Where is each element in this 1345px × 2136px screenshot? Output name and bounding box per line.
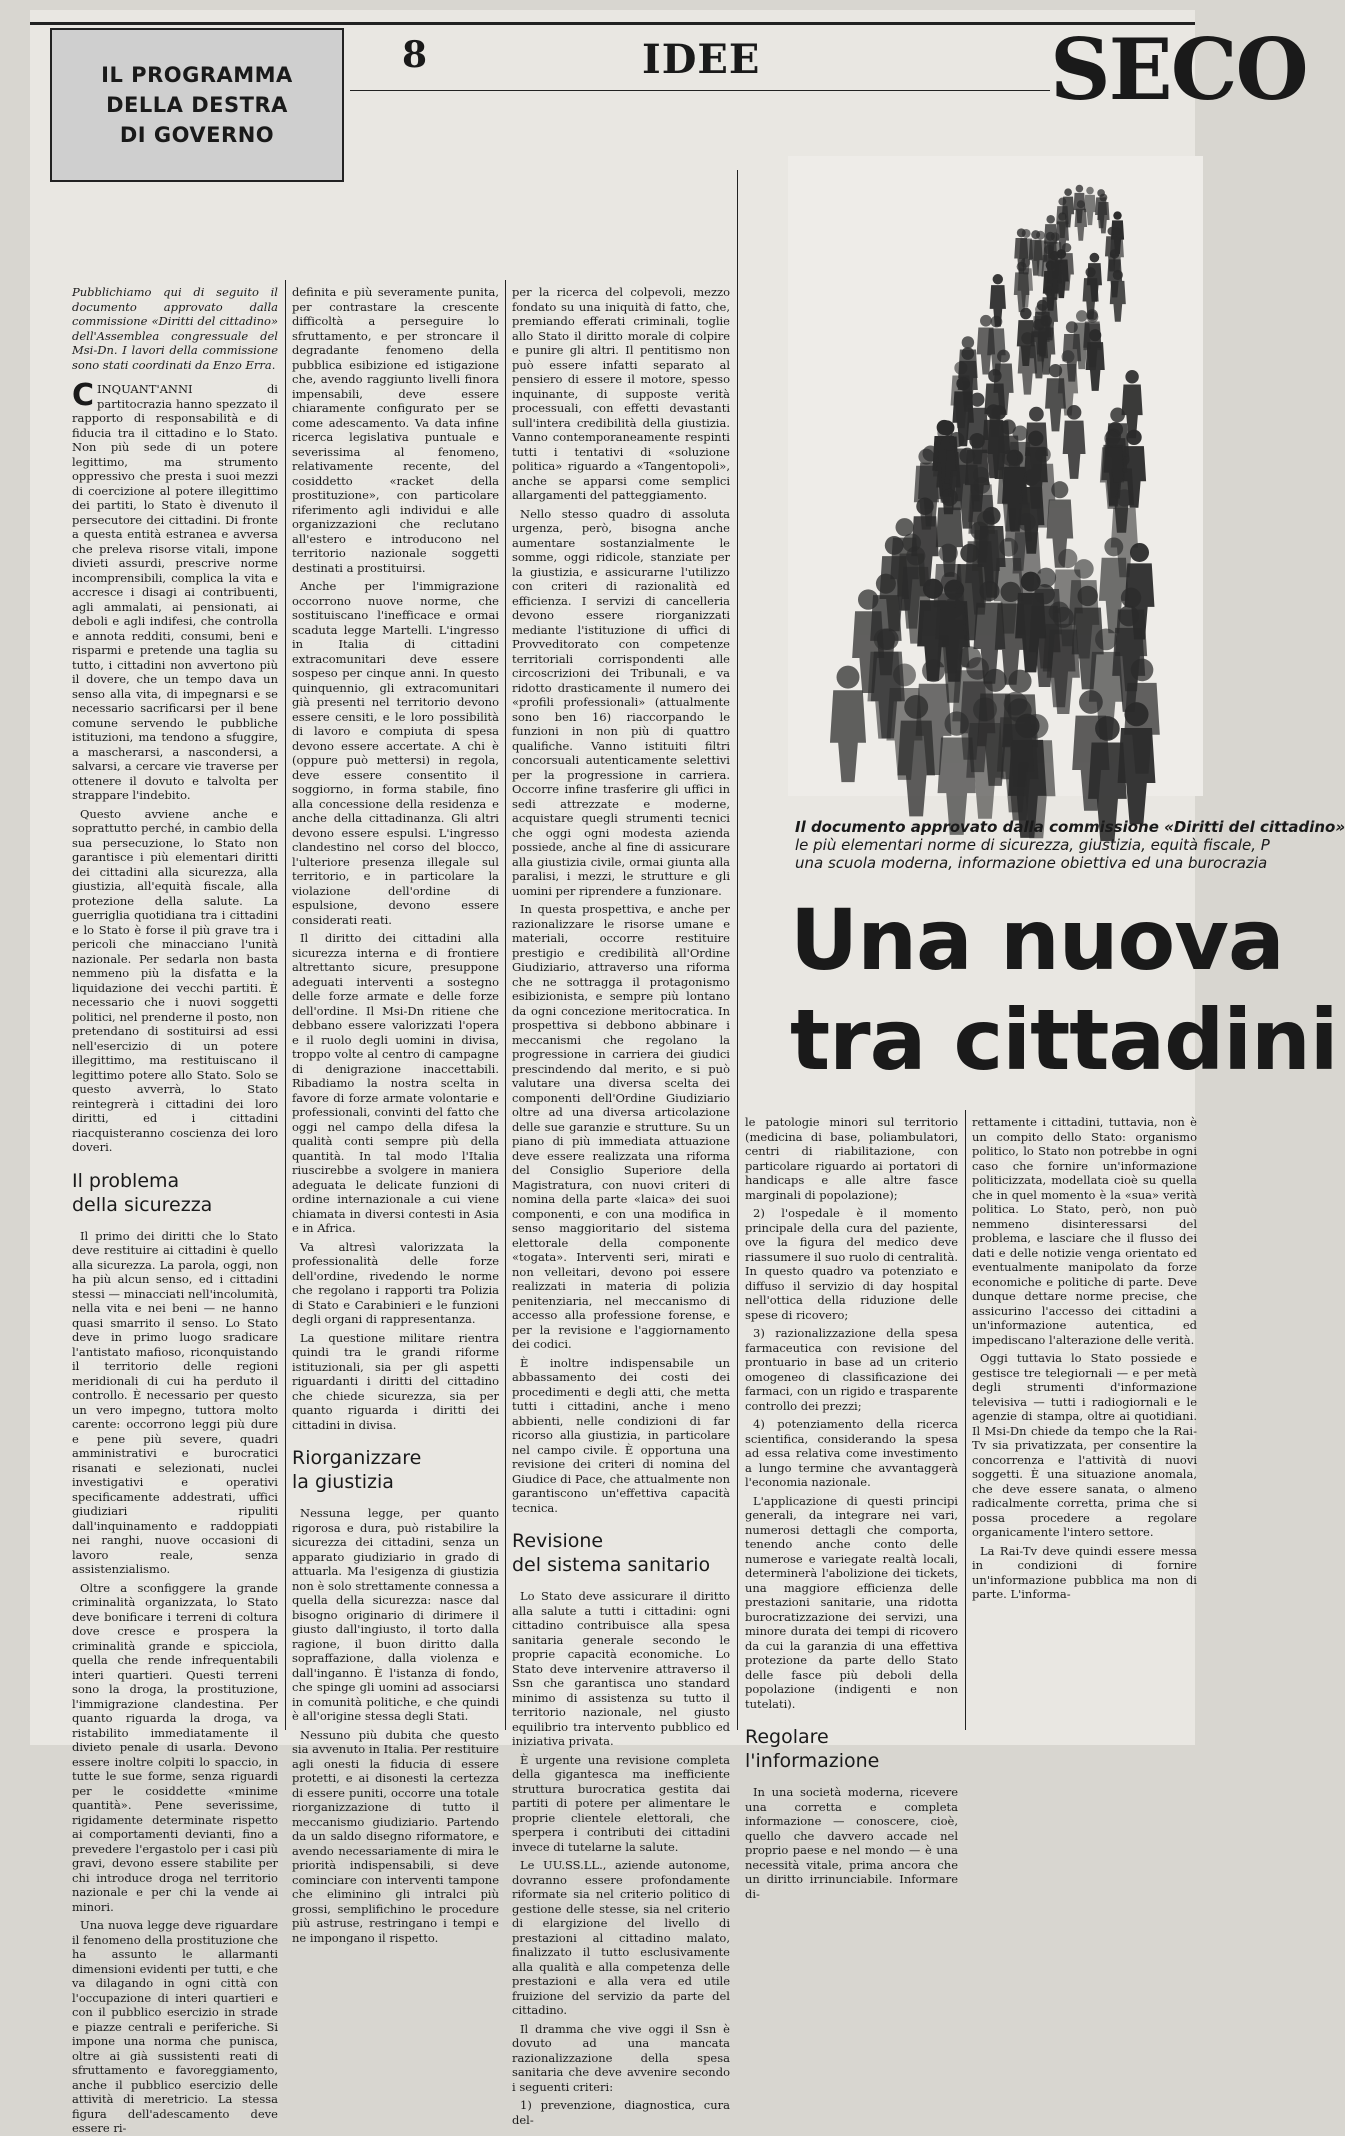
paragraph: La Rai-Tv deve quindi essere messa in condizioni di fornire un'informazione pubblica ma non di parte. L'informa- bbox=[972, 1543, 1197, 1601]
paragraph: La questione militare rientra quindi tra le grandi riforme istituzionali, sia per gli aspetti riguardanti i diritti del cittadino che chiede sicurezza, sia per quanto riguarda i diritti dei cittadini in divisa. bbox=[292, 1330, 499, 1432]
caption-line-3: una scuola moderna, informazione obiettiva ed una burocrazia bbox=[795, 854, 1268, 872]
article-intro: Pubblichiamo qui di seguito il documento approvato dalla commissione «Diritti del cittadino» dell'Assemblea congressuale del Msi-Dn. I lavori della commissione sono stati coordinati da Enzo Erra. bbox=[72, 285, 278, 372]
paragraph: Va altresì valorizzata la professionalità delle forze dell'ordine, rivedendo le norme che regolano i rapporti tra Polizia di Stato e Carabinieri e le funzioni degli organi di rappresentanza. bbox=[292, 1239, 499, 1326]
paragraph: È urgente una revisione completa della gigantesca ma inefficiente struttura burocratica gestita dai partiti di potere per alimentare le proprie clientele elettorali, che sperpera i contributi dei cittadini invece di tutelarne la salute. bbox=[512, 1752, 730, 1854]
paragraph: definita e più severamente punita, per contrastare la crescente difficoltà a perseguire lo sfruttamento, e per stroncare il degradante fenomeno della pubblica esibizione ed istigazione che, avendo raggiunto livelli finora impensabili, deve essere chiaramente configurato per se come adescamento. Va data infine ricerca legislativa puntuale e severissima al fenomeno, relativamente recente, del cosiddetto «racket della prostituzione», con particolare riferimento agli individui e alle organizzazioni che reclutano all'estero e introducono nel territorio nazionale soggetti destinati a prostituirsi. bbox=[292, 285, 499, 575]
paragraph: Questo avviene anche e soprattutto perché, in cambio della sua persecuzione, lo Stato non garantisce i più elementari diritti dei cittadini alla sicurezza, alla giustizia, all'equità fiscale, alla protezione della salute. La guerriglia quotidiana tra i cittadini e lo Stato è forse il più grave tra i pericoli che minacciano l'unità nazionale. Per sedarla non basta nemmeno più la disfatta e la liquidazione dei vecchi partiti. È necessario che i nuovi soggetti politici, nel prenderne il posto, non pretendano di sostituirsi ad essi nell'esercizio di un potere illegittimo, ma restituiscano il legittimo potere allo Stato. Solo se questo avverrà, lo Stato reintegrerà i cittadini dei loro diritti, ed i cittadini riacquisteranno coscienza dei loro doveri. bbox=[72, 806, 278, 1154]
paragraph: 1) prevenzione, diagnostica, cura del- bbox=[512, 2098, 730, 2127]
newspaper-page bbox=[30, 10, 1345, 2135]
paragraph: È inoltre indispensabile un abbassamento dei costi dei procedimenti e degli atti, che metta tutti i cittadini, anche i meno abbienti, nelle condizioni di far ricorso alla giustizia, in particolare nel campo civile. È opportuna una revisione dei criteri di nomina del Giudice di Pace, che attualmente non garantiscono un'effettiva capacità tecnica. bbox=[512, 1355, 730, 1515]
headline bbox=[790, 890, 1338, 1090]
crowd-photo bbox=[788, 156, 1203, 796]
top-rule bbox=[30, 22, 1195, 25]
program-title: IL PROGRAMMA DELLA DESTRA DI GOVERNO bbox=[101, 63, 293, 147]
headline-line-2: tra cittadini bbox=[790, 991, 1338, 1089]
article-column-3 bbox=[512, 285, 730, 2127]
masthead: SECO bbox=[1050, 20, 1307, 119]
person-silhouette bbox=[1063, 405, 1086, 479]
paragraph: Oltre a sconfiggere la grande criminalità organizzata, lo Stato deve bonificare i terreni di coltura dove cresce e prospera la criminalità grande e spicciola, quella che rende infrequentabili interi quartieri. Questi terreni sono la droga, la prostituzione, l'immigrazione clandestina. Per quanto riguarda la droga, va ristabilito immediatamente il divieto penale di usarla. Devono essere inoltre colpiti lo spaccio, in tutte le sue forme, senza riguardi per le cosiddette «minime quantità». Pene severissime, rigidamente determinate rispetto ai comportamenti devianti, fino a prevedere l'ergastolo per i casi più gravi, devono essere stabilite per chi introduce droga nel territorio nazionale e per chi la vende ai minori. bbox=[72, 1580, 278, 1914]
crowd-silhouettes bbox=[788, 156, 1203, 796]
subhead-sicurezza: Il problema della sicurezza bbox=[72, 1169, 213, 1216]
column-divider-3 bbox=[737, 170, 738, 1730]
paragraph: rettamente i cittadini, tuttavia, non è un compito dello Stato: organismo politico, lo Stato non potrebbe in ogni caso che fornire un'informazione politicizzata, modellata cioè su quella che in quel momento è la «sua» verità politica. Lo Stato, però, non può nemmeno disinteressarsi del problema, e lasciare che il flusso dei dati e delle notizie venga orientato ed eventualmente manipolato da forze economiche e politiche di parte. Deve dunque dettare norme precise, che assicurino l'accesso dei cittadini a un'informazione autentica, ed impediscano l'alterazione delle verità. bbox=[972, 1115, 1197, 1347]
paragraph: Le UU.SS.LL., aziende autonome, dovranno essere profondamente riformate sia nel criterio politico di gestione delle stesse, sia nel criterio di elargizione del livello di prestazioni al cittadino malato, finalizzato il tutto esclusivamente alla qualità e alla competenza delle prestazioni e alla vera ed utile fruizione del servizio da parte del cittadino. bbox=[512, 1858, 730, 2017]
paragraph: Oggi tuttavia lo Stato possiede e gestisce tre telegiornali — e per metà degli strumenti d'informazione televisiva — tutti i radiogiornali e le agenzie di stampa, oltre ai quotidiani. Il Msi-Dn chiede da tempo che la Rai-Tv sia privatizzata, per consentire la concorrenza e l'attività di nuovi soggetti. È una situazione anomala, che deve essere sanata, o almeno radicalmente corretta, prima che si possa procedere a regolare organicamente l'intero settore. bbox=[972, 1351, 1197, 1539]
paragraph: In questa prospettiva, e anche per razionalizzare le risorse umane e materiali, occorre restituire prestigio e credibilità all'Ordine Giudiziario, attraverso una riforma che ne sottragga il protagonismo esibizionista, e sempre più lontano da ogni concezione meritocratica. In prospettiva si debbono abbinare i meccanismi che regolano la progressione in carriera dei giudici prescindendo dal merito, e si può valutare una diversa scelta dei componenti dell'Ordine Giudiziario oltre ad una diversa articolazione delle sue garanzie e strutture. Su un piano di più immediata attuazione deve essere realizzata una riforma del Consiglio Superiore della Magistratura, con nuovi criteri di nomina della parte «laica» dei suoi componenti, e con una modifica in senso maggioritario del sistema elettorale della componente «togata». Interventi seri, mirati e non velleitari, devono poi essere realizzati in materia di polizia penitenziaria, nel meccanismo di accesso alla professione forense, e per la revisione e l'aggiornamento dei codici. bbox=[512, 902, 730, 1351]
paragraph: INQUANT'ANNI di partitocrazia hanno spezzato il rapporto di responsabilità e di fiducia tra il cittadino e lo Stato. Non più sede di un potere legittimo, ma strumento oppressivo che presta i suoi mezzi di coercizione al potere illegittimo dei partiti, lo Stato è divenuto il persecutore dei cittadini. Di fronte a questa entità estranea e avversa che preleva risorse vitali, impone divieti assurdi, prescrive norme incomprensibili, complica la vita e accresce i disagi ai contribuenti, agli ammalati, ai pensionati, ai deboli e agli indifesi, che controlla e annota redditi, consumi, beni e risparmi e pretende una taglia su tutto, i cittadini non avvertono più il dovere, che un tempo dava un senso alla vita, di impegnarsi e se necessario sacrificarsi per il bene comune servendo le pubbliche istituzioni, ma tendono a sfuggire, a mascherarsi, a nascondersi, a salvarsi, a cercare vie traverse per ottenere il dovuto e talvolta per strappare l'indebito. bbox=[72, 382, 278, 802]
paragraph: le patologie minori sul territorio (medicina di base, poliambulatori, centri di riabilitazione, con particolare riguardo ai portatori di handicaps e alle altre fasce marginali di popolazione); bbox=[745, 1115, 958, 1202]
paragraph: Nessuno più dubita che questo sia avvenuto in Italia. Per restituire agli onesti la fiducia di essere protetti, e ai disonesti la certezza di essere puniti, occorre una totale riorganizzazione di tutto il meccanismo giudiziario. Partendo da un saldo disegno riformatore, e avendo necessariamente di mira le priorità indispensabili, si deve cominciare con interventi tampone che eliminino gli intralci più grossi, semplifichino le procedure più astruse, restringano i tempi e ne impongano il rispetto. bbox=[292, 1727, 499, 1945]
paragraph: Una nuova legge deve riguardare il fenomeno della prostituzione che ha assunto le allarmanti dimensioni evidenti per tutti, e che va dilagando in ogni città con l'occupazione di interi quartieri e con il pubblico esercizio in strade e piazze centrali e periferiche. Si impone una norma che punisca, oltre ai già sussistenti reati di sfruttamento e favoreggiamento, anche il pubblico esercizio delle attività di meretricio. La stessa figura dell'adescamento deve essere ri- bbox=[72, 1918, 278, 2135]
paragraph: Nessuna legge, per quanto rigorosa e dura, può ristabilire la sicurezza dei cittadini, senza un apparato giudiziario in grado di attuarla. Ma l'esigenza di giustizia non è solo strettamente connessa a quella della sicurezza: nasce dal bisogno originario di dirimere il giusto dall'ingiusto, il torto dalla ragione, il buon diritto dalla sopraffazione, dalla violenza e dall'inganno. È l'istanza di fondo, che spinge gli uomini ad associarsi in comunità politiche, e che quindi è all'origine stessa degli Stati. bbox=[292, 1506, 499, 1723]
paragraph: Il diritto dei cittadini alla sicurezza interna e di frontiere altrettanto sicure, presuppone adeguati interventi a sostegno delle forze armate e delle forze dell'ordine. Il Msi-Dn ritiene che debbano essere valorizzati l'opera e il ruolo degli uomini in divisa, troppo volte al centro di campagne di denigrazione inaccettabili. Ribadiamo la nostra scelta in favore di forze armate volontarie e professionali, convinti del fatto che oggi nel campo della difesa la qualità conti sempre più della quantità. In tal modo l'Italia riuscirebbe a svolgere in maniera adeguata le delicate funzioni di ordine internazionale a cui viene chiamata in diversi contesti in Asia e in Africa. bbox=[292, 931, 499, 1235]
article-column-1 bbox=[72, 285, 278, 2135]
paragraph: Nello stesso quadro di assoluta urgenza, però, bisogna anche aumentare sostanzialmente le somme, oggi ridicole, stanziate per la giustizia, e assicurarne l'utilizzo con criteri di razionalità ed efficienza. I servizi di cancelleria devono essere riorganizzati mediante l'istituzione di uffici di Provveditorato con competenze territoriali corrispondenti alle circoscrizioni dei Tribunali, e va ridotto drasticamente il numero dei «profili professionali» (attualmente sono ben 16) riaccorpando le funzioni in non più di quattro qualifiche. Vanno istituiti filtri concorsuali autenticamente selettivi per la progressione in carriera. Occorre infine trasferire gli uffici in sedi attrezzate e moderne, acquistare quegli strumenti tecnici che oggi ogni modesta azienda possiede, anche al fine di assicurare alla giustizia civile, ormai giunta alla paralisi, i mezzi, le strutture e gli uomini per riprendere a funzionare. bbox=[512, 506, 730, 898]
subhead-sanita: Revisione del sistema sanitario bbox=[512, 1530, 711, 1576]
subhead-giustizia: Riorganizzare la giustizia bbox=[292, 1447, 422, 1493]
headline-line-1: Una nuova bbox=[790, 891, 1284, 989]
paragraph: 4) potenziamento della ricerca scientifica, considerando la spesa ad essa relativa come investimento a lungo termine che avvantaggerà l'economia nazionale. bbox=[745, 1417, 958, 1489]
program-title-box bbox=[50, 28, 344, 182]
paragraph: per la ricerca del colpevoli, mezzo fondato su una iniquità di fatto, che, premiando efferati criminali, toglie allo Stato il diritto morale di colpire e punire gli altri. Il pentitismo non può essere infatti separato al pensiero di essere il motore, spesso inquinante, di supposte verità processuali, con effetti devastanti sull'intera credibilità della giustizia. Vanno contemporaneamente respinti tutti i tentativi di «soluzione politica» riguardo a «Tangentopoli», anche se apparsi come semplici allargamenti del patteggiamento. bbox=[512, 285, 730, 502]
subhead-informazione: Regolare l'informazione bbox=[745, 1726, 880, 1772]
paragraph: 2) l'ospedale è il momento principale della cura del paziente, ove la figura del medico deve riassumere il suo ruolo di centralità. In questo quadro va potenziato e diffuso il servizio di day hospital nell'ottica della riduzione delle spese di ricovero; bbox=[745, 1206, 958, 1322]
paragraph: Lo Stato deve assicurare il diritto alla salute a tutti i cittadini: ogni cittadino contribuisce alla spesa sanitaria generale secondo le proprie capacità economiche. Lo Stato deve intervenire attraverso il Ssn che garantisca uno standard minimo di assistenza su tutto il territorio nazionale, nel giusto equilibrio tra intervento pubblico ed iniziativa privata. bbox=[512, 1589, 730, 1748]
paragraph: Il primo dei diritti che lo Stato deve restituire ai cittadini è quello alla sicurezza. La parola, oggi, non ha più alcun senso, ed i cittadini stessi — minacciati nell'incolumità, nella vita e nei beni — ne hanno quasi smarrito il senso. Lo Stato deve in primo luogo sradicare l'antistato mafioso, riconquistando il territorio delle regioni meridionali di cui ha perduto il controllo. È necessario per questo un vero impegno, tuttora molto carente: occorrono leggi più dure e pene più severe, quadri amministrativi e burocratici risanati e selezionati, nuclei investigativi e operativi specificamente addestrati, uffici giudiziari ripuliti dall'inquinamento e raddoppiati nei ranghi, nuove occasioni di lavoro reale, senza assistenzialismo. bbox=[72, 1228, 278, 1576]
caption-line-2: le più elementari norme di sicurezza, giustizia, equità fiscale, P bbox=[795, 836, 1270, 854]
header-rule bbox=[350, 90, 1050, 91]
dropcap: C bbox=[72, 378, 95, 413]
caption-line-1: Il documento approvato dalla commissione «Diritti del cittadino» bbox=[795, 818, 1345, 836]
article-column-4 bbox=[745, 1115, 958, 1901]
page-number: 8 bbox=[402, 34, 428, 76]
paragraph: Il dramma che vive oggi il Ssn è dovuto ad una mancata razionalizzazione della spesa sanitaria che deve avvenire secondo i seguenti criteri: bbox=[512, 2021, 730, 2094]
column-divider-1 bbox=[285, 280, 286, 1730]
paragraph: 3) razionalizzazione della spesa farmaceutica con revisione del prontuario in base ad un criterio omogeneo di classificazione dei farmaci, con un rigido e trasparente controllo dei prezzi; bbox=[745, 1326, 958, 1413]
paragraph: L'applicazione di questi principi generali, da integrare nei vari, numerosi dettagli che comporta, tenendo anche conto delle numerose e variegate realtà locali, determinerà l'abolizione dei tickets, una maggiore efficienza delle prestazioni sanitarie, una ridotta burocratizzazione dei servizi, una minore durata dei tempi di ricovero da cui la garanzia di una effettiva protezione da parte dello Stato delle fasce più deboli della popolazione (indigenti e non tutelati). bbox=[745, 1493, 958, 1711]
photo-caption bbox=[795, 818, 1345, 872]
paragraph: Anche per l'immigrazione occorrono nuove norme, che sostituiscano l'inefficace e ormai scaduta legge Martelli. L'ingresso in Italia di cittadini extracomunitari deve essere sospeso per cinque anni. In questo quinquennio, gli extracomunitari già presenti nel territorio devono essere censiti, e le loro possibilità di lavoro e compiuta di spesa devono essere accertate. A chi è (oppure può mettersi) in regola, deve essere consentito il soggiorno, in forma stabile, fino alla concessione della residenza e anche della cittadinanza. Gli altri devono essere espulsi. L'ingresso clandestino nel corso del blocco, l'ulteriore presenza illegale sul territorio, e in particolare la violazione dell'ordine di espulsione, devono essere considerati reati. bbox=[292, 579, 499, 927]
paragraph: In una società moderna, ricevere una corretta e completa informazione — conoscere, cioè, quello che davvero accade nel proprio paese e nel mondo — è una necessità vitale, prima ancora che un diritto irrinunciabile. Informare di- bbox=[745, 1785, 958, 1901]
column-divider-2 bbox=[505, 280, 506, 1730]
article-column-2 bbox=[292, 285, 499, 1945]
lower-divider-1 bbox=[965, 1110, 966, 1730]
section-title: IDEE bbox=[642, 36, 761, 83]
article-column-5 bbox=[972, 1115, 1197, 1735]
person-silhouette bbox=[830, 666, 866, 782]
